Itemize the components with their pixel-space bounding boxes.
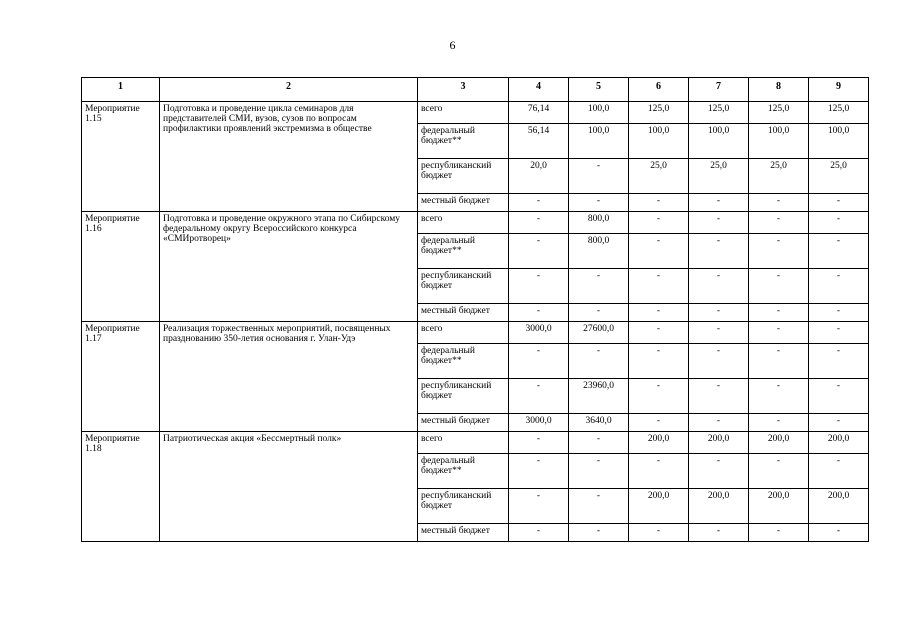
amount-cell: - — [569, 344, 629, 379]
amount-cell: - — [689, 322, 749, 344]
amount-cell: - — [809, 234, 869, 269]
amount-cell: 3000,0 — [509, 322, 569, 344]
funding-source: местный бюджет — [418, 524, 509, 542]
amount-cell: - — [809, 524, 869, 542]
amount-cell: 3640,0 — [569, 414, 629, 432]
table-row — [82, 432, 869, 454]
amount-cell: - — [689, 454, 749, 489]
event-label: Мероприятие 1.15 — [82, 102, 160, 212]
table-row — [82, 102, 869, 124]
amount-cell: - — [629, 322, 689, 344]
event-label: Мероприятие 1.16 — [82, 212, 160, 322]
amount-cell: 23960,0 — [569, 379, 629, 414]
amount-cell: - — [629, 379, 689, 414]
column-header: 5 — [569, 78, 629, 102]
amount-cell: - — [509, 489, 569, 524]
amount-cell: - — [689, 304, 749, 322]
amount-cell: 125,0 — [809, 102, 869, 124]
amount-cell: 25,0 — [689, 159, 749, 194]
amount-cell: 3000,0 — [509, 414, 569, 432]
funding-source: всего — [418, 322, 509, 344]
amount-cell: - — [509, 194, 569, 212]
amount-cell: - — [689, 269, 749, 304]
amount-cell: 125,0 — [689, 102, 749, 124]
amount-cell: 200,0 — [809, 489, 869, 524]
amount-cell: 100,0 — [569, 102, 629, 124]
amount-cell: - — [809, 414, 869, 432]
amount-cell: 200,0 — [809, 432, 869, 454]
funding-source: всего — [418, 102, 509, 124]
amount-cell: - — [509, 212, 569, 234]
amount-cell: - — [569, 524, 629, 542]
funding-source: всего — [418, 212, 509, 234]
amount-cell: 200,0 — [749, 432, 809, 454]
amount-cell: - — [629, 304, 689, 322]
funding-source: местный бюджет — [418, 194, 509, 212]
amount-cell: 125,0 — [629, 102, 689, 124]
funding-source: республиканский бюджет — [418, 159, 509, 194]
column-header: 1 — [82, 78, 160, 102]
amount-cell: - — [749, 212, 809, 234]
amount-cell: - — [689, 414, 749, 432]
amount-cell: - — [629, 212, 689, 234]
header-row — [82, 78, 869, 102]
funding-source: республиканский бюджет — [418, 489, 509, 524]
amount-cell: - — [509, 269, 569, 304]
amount-cell: - — [629, 194, 689, 212]
amount-cell: - — [809, 379, 869, 414]
funding-source: местный бюджет — [418, 304, 509, 322]
column-header: 7 — [689, 78, 749, 102]
amount-cell: 27600,0 — [569, 322, 629, 344]
amount-cell: 56,14 — [509, 124, 569, 159]
amount-cell: 100,0 — [749, 124, 809, 159]
amount-cell: - — [629, 269, 689, 304]
amount-cell: - — [569, 432, 629, 454]
funding-source: местный бюджет — [418, 414, 509, 432]
amount-cell: - — [509, 344, 569, 379]
amount-cell: - — [569, 269, 629, 304]
funding-source: республиканский бюджет — [418, 379, 509, 414]
funding-source: федеральный бюджет** — [418, 454, 509, 489]
amount-cell: 100,0 — [809, 124, 869, 159]
amount-cell: - — [509, 304, 569, 322]
amount-cell: - — [509, 524, 569, 542]
amount-cell: - — [749, 414, 809, 432]
amount-cell: 125,0 — [749, 102, 809, 124]
amount-cell: 20,0 — [509, 159, 569, 194]
amount-cell: - — [689, 234, 749, 269]
page-number: 6 — [449, 38, 456, 52]
amount-cell: 800,0 — [569, 212, 629, 234]
amount-cell: - — [749, 304, 809, 322]
amount-cell: - — [509, 379, 569, 414]
amount-cell: - — [509, 234, 569, 269]
amount-cell: - — [629, 454, 689, 489]
amount-cell: - — [749, 379, 809, 414]
amount-cell: - — [809, 322, 869, 344]
amount-cell: - — [629, 524, 689, 542]
amount-cell: - — [809, 454, 869, 489]
amount-cell: - — [749, 344, 809, 379]
amount-cell: - — [749, 322, 809, 344]
column-header: 9 — [809, 78, 869, 102]
amount-cell: - — [749, 194, 809, 212]
amount-cell: - — [569, 454, 629, 489]
amount-cell: - — [809, 304, 869, 322]
column-header: 8 — [749, 78, 809, 102]
funding-source: федеральный бюджет** — [418, 344, 509, 379]
amount-cell: - — [749, 234, 809, 269]
amount-cell: 25,0 — [809, 159, 869, 194]
funding-source: всего — [418, 432, 509, 454]
amount-cell: 200,0 — [629, 432, 689, 454]
event-description: Подготовка и проведение окружного этапа по Сибирскому федеральному округу Всероссийского конкурса «СМИротворец» — [160, 212, 418, 322]
amount-cell: - — [689, 212, 749, 234]
amount-cell: 100,0 — [629, 124, 689, 159]
amount-cell: - — [629, 344, 689, 379]
amount-cell: 100,0 — [689, 124, 749, 159]
table-row — [82, 212, 869, 234]
amount-cell: - — [809, 194, 869, 212]
amount-cell: - — [689, 194, 749, 212]
amount-cell: - — [809, 344, 869, 379]
table-row — [82, 322, 869, 344]
event-description: Патриотическая акция «Бессмертный полк» — [160, 432, 418, 542]
amount-cell: 200,0 — [689, 489, 749, 524]
funding-source: федеральный бюджет** — [418, 234, 509, 269]
amount-cell: - — [569, 194, 629, 212]
column-header: 4 — [509, 78, 569, 102]
event-label: Мероприятие 1.17 — [82, 322, 160, 432]
amount-cell: - — [689, 524, 749, 542]
amount-cell: - — [809, 212, 869, 234]
amount-cell: - — [749, 524, 809, 542]
amount-cell: - — [509, 454, 569, 489]
amount-cell: - — [689, 344, 749, 379]
amount-cell: 800,0 — [569, 234, 629, 269]
amount-cell: 200,0 — [749, 489, 809, 524]
amount-cell: 76,14 — [509, 102, 569, 124]
amount-cell: - — [629, 414, 689, 432]
amount-cell: - — [689, 379, 749, 414]
amount-cell: - — [569, 489, 629, 524]
amount-cell: - — [509, 432, 569, 454]
funding-source: федеральный бюджет** — [418, 124, 509, 159]
amount-cell: - — [749, 269, 809, 304]
column-header: 2 — [160, 78, 418, 102]
column-header: 6 — [629, 78, 689, 102]
amount-cell: - — [809, 269, 869, 304]
budget-table — [81, 77, 869, 542]
amount-cell: - — [569, 159, 629, 194]
funding-source: республиканский бюджет — [418, 269, 509, 304]
amount-cell: - — [569, 304, 629, 322]
amount-cell: 200,0 — [629, 489, 689, 524]
amount-cell: 25,0 — [749, 159, 809, 194]
amount-cell: 100,0 — [569, 124, 629, 159]
amount-cell: - — [749, 454, 809, 489]
event-label: Мероприятие 1.18 — [82, 432, 160, 542]
event-description: Подготовка и проведение цикла семинаров для представителей СМИ, вузов, сузов по вопросам профилактики проявлений экстремизма в обществе — [160, 102, 418, 212]
amount-cell: 25,0 — [629, 159, 689, 194]
amount-cell: 200,0 — [689, 432, 749, 454]
column-header: 3 — [418, 78, 509, 102]
event-description: Реализация торжественных мероприятий, посвященных празднованию 350-летия основания г. Улан-Удэ — [160, 322, 418, 432]
amount-cell: - — [629, 234, 689, 269]
